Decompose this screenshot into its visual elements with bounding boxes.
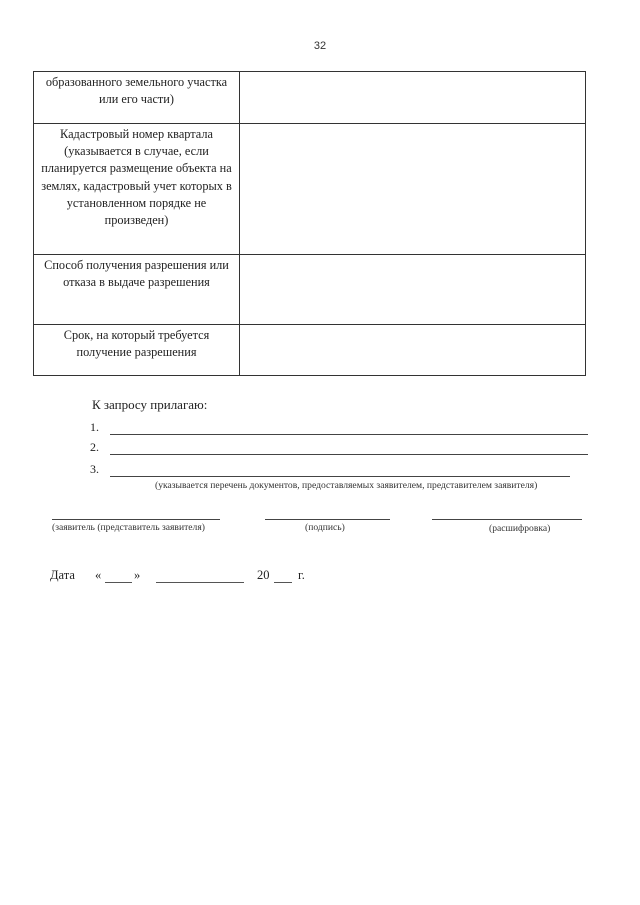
row-value-cadastral-number[interactable] [240,124,586,255]
row-value-land-plot[interactable] [240,72,586,124]
attachments-title: К запросу прилагаю: [92,397,208,412]
date-year-prefix: 20 [257,568,270,582]
table-row [34,325,586,376]
attachment-field[interactable] [110,476,570,477]
table-row [34,124,586,255]
row-label-permit-term: Срок, на который требуется получение разрешения [34,325,240,376]
table-row [34,255,586,325]
attachment-field[interactable] [110,434,588,435]
decoding-caption: (расшифровка) [489,523,551,534]
request-form-table [33,71,586,376]
date-close-quote: » [134,568,141,582]
date-year-suffix: г. [298,568,305,582]
attachment-number: 2. [90,440,99,454]
date-year-field[interactable] [274,582,292,583]
attachment-field[interactable] [110,454,588,455]
signature-caption: (подпись) [305,522,345,533]
attachment-number: 3. [90,462,99,476]
row-label-land-plot: образованного земельного участка или его части) [34,72,240,124]
row-label-receipt-method: Способ получения разрешения или отказа в выдаче разрешения [34,255,240,325]
page-number: 32 [313,40,327,52]
row-value-receipt-method[interactable] [240,255,586,325]
row-label-cadastral-number: Кадастровый номер квартала (указывается в случае, если планируется размещение объекта на землях, кадастровый учет которых в установленном порядке не произведен) [34,124,240,255]
applicant-caption: (заявитель (представитель заявителя) [52,522,205,533]
date-day-field[interactable] [105,582,132,583]
date-label: Дата [50,568,75,582]
date-open-quote: « [95,568,102,582]
attachments-note: (указывается перечень документов, предоставляемых заявителем, представителем заявителя) [155,480,538,491]
signature-line[interactable] [265,519,390,520]
attachment-number: 1. [90,420,99,434]
date-month-field[interactable] [156,582,244,583]
row-value-permit-term[interactable] [240,325,586,376]
applicant-signature-line[interactable] [52,519,220,520]
table-row [34,72,586,124]
decoding-line[interactable] [432,519,582,520]
